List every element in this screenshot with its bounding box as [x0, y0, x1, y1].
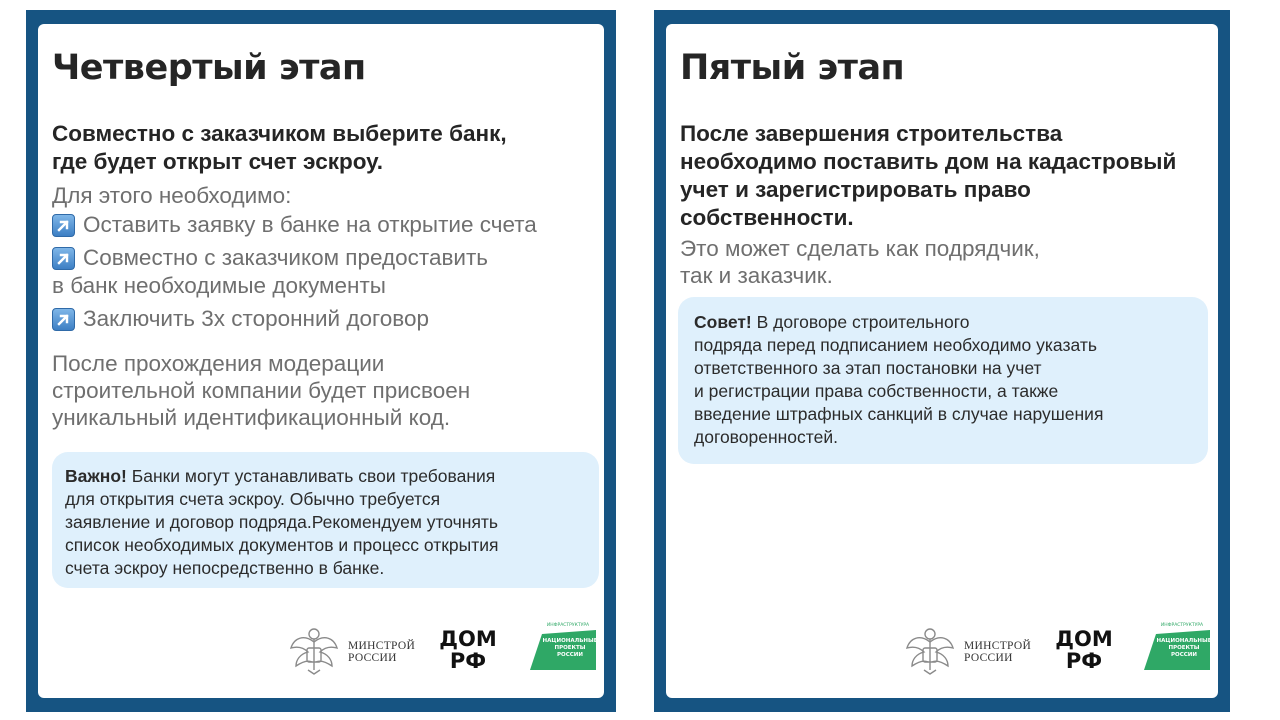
note-label: Важно!	[65, 466, 127, 486]
lead-line: собственности.	[680, 205, 854, 230]
minstroy-logo	[348, 640, 415, 664]
national-projects-logo	[528, 620, 598, 672]
note-text: договоренностей.	[694, 427, 838, 447]
stage5-who	[680, 235, 1040, 289]
stage4-checklist	[52, 211, 537, 338]
domrf-line: ДОМ	[1055, 627, 1113, 651]
note-text: ответственного за этап постановки на учет	[694, 358, 1042, 378]
minstroy-line: РОССИИ	[964, 652, 1013, 664]
important-note	[52, 452, 599, 588]
minstroy-line: РОССИИ	[348, 652, 397, 664]
np-line: РОССИИ	[557, 652, 583, 658]
stage4-lead	[52, 120, 507, 176]
domrf-line: ДОМ	[439, 627, 497, 651]
note-text: подряда перед подписанием необходимо указать	[694, 335, 1097, 355]
np-top: ИНФРАСТРУКТУРА	[1160, 623, 1204, 628]
domrf-line: РФ	[1065, 649, 1103, 673]
who-line: Это может сделать как подрядчик,	[680, 236, 1040, 261]
note-label: Совет!	[694, 312, 752, 332]
emblem-icon	[288, 624, 340, 676]
list-item-text: в банк необходимые документы	[52, 273, 386, 298]
list-item	[52, 305, 537, 333]
lead-line: необходимо поставить дом на кадастровый	[680, 149, 1177, 174]
national-projects-logo	[1142, 620, 1212, 672]
emblem-icon	[904, 624, 956, 676]
note-text: счета эскроу непосредственно в банке.	[65, 558, 385, 578]
stage4-title: Четвертый этап	[52, 48, 366, 88]
who-line: так и заказчик.	[680, 263, 833, 288]
logos-row	[278, 620, 598, 680]
np-line: ПРОЕКТЫ	[1168, 645, 1200, 651]
note-text: для открытия счета эскроу. Обычно требуется	[65, 489, 441, 509]
after-line: После прохождения модерации	[52, 351, 385, 376]
list-item-text: Совместно с заказчиком предоставить	[83, 245, 489, 270]
note-text: список необходимых документов и процесс открытия	[65, 535, 499, 555]
after-line: строительной компании будет присвоен	[52, 378, 471, 403]
lead-line: учет и зарегистрировать право	[680, 177, 1031, 202]
domrf-logo	[439, 626, 497, 673]
np-top: ИНФРАСТРУКТУРА	[546, 623, 590, 628]
lead-line: Совместно с заказчиком выберите банк,	[52, 121, 507, 146]
arrow-up-right-icon	[52, 247, 75, 270]
note-text: введение штрафных санкций в случае нарушения	[694, 404, 1104, 424]
list-item	[52, 244, 537, 300]
list-item-text: Оставить заявку в банке на открытие счета	[83, 212, 537, 237]
np-line: ПРОЕКТЫ	[554, 645, 586, 651]
stage5-lead	[680, 120, 1176, 232]
note-text: заявление и договор подряда.Рекомендуем уточнять	[65, 512, 499, 532]
intro-text: Для этого необходимо:	[52, 183, 292, 208]
minstroy-line: МИНСТРОЙ	[964, 640, 1032, 652]
lead-line: где будет открыт счет эскроу.	[52, 149, 383, 174]
stage4-card	[38, 24, 604, 698]
list-item-text: Заключить 3х сторонний договор	[83, 306, 429, 331]
np-line: НАЦИОНАЛЬНЫЕ	[542, 638, 598, 644]
stage4-after	[52, 350, 470, 431]
after-line: уникальный идентификационный код.	[52, 405, 451, 430]
logos-row	[904, 620, 1224, 680]
arrow-up-right-icon	[52, 214, 75, 237]
note-text: Банки могут устанавливать свои требования	[126, 466, 496, 486]
note-text: и регистрации права собственности, а также	[694, 381, 1059, 401]
note-text: В договоре строительного	[751, 312, 970, 332]
stage5-panel	[654, 10, 1230, 712]
np-line: РОССИИ	[1171, 652, 1197, 658]
list-item	[52, 211, 537, 239]
np-line: НАЦИОНАЛЬНЫЕ	[1156, 638, 1212, 644]
domrf-logo	[1055, 626, 1113, 673]
minstroy-logo	[964, 640, 1031, 664]
advice-note	[678, 297, 1208, 464]
domrf-line: РФ	[449, 649, 487, 673]
stage4-intro	[52, 182, 291, 209]
minstroy-line: МИНСТРОЙ	[348, 640, 416, 652]
stage5-card	[666, 24, 1218, 698]
stage5-title: Пятый этап	[680, 48, 905, 88]
arrow-up-right-icon	[52, 308, 75, 331]
lead-line: После завершения строительства	[680, 121, 1063, 146]
stage4-panel	[26, 10, 616, 712]
